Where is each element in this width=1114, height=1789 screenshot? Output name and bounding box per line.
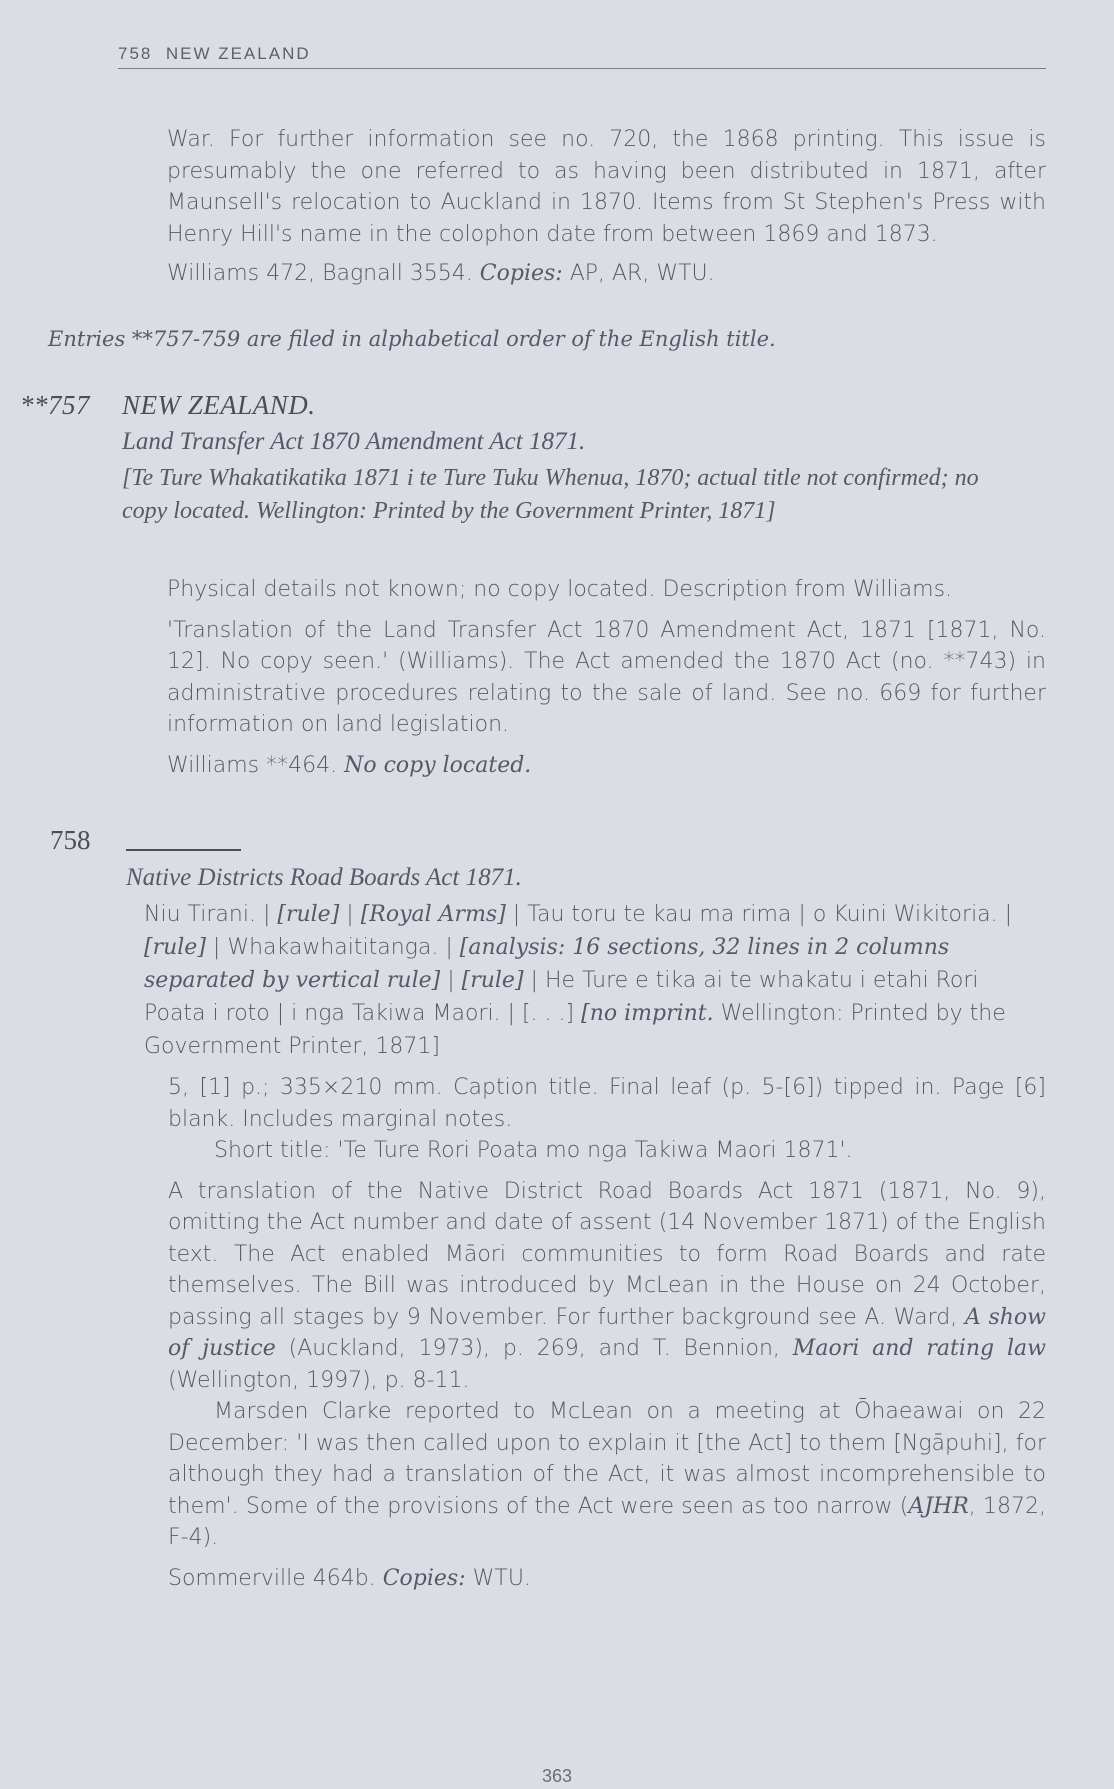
p1-a: A translation of the Native District Road Boards Act 1871 (1871, No. 9), omitting the Act number and date of assent (14 November 1871) of the English text. The Act enabled Māori communities to form Road Boards and rate themselves. The Bill was introduced by McLean in the House on 24 October, passing all stages by 9 November. For further background see A. Ward, xyxy=(168,1178,1046,1330)
tr-12: [. . .] xyxy=(521,1001,575,1026)
entry-757-heading: NEW ZEALAND. xyxy=(122,390,316,420)
tr-7: Whakawhaititanga. xyxy=(227,935,439,960)
p1-book1: A show of justice xyxy=(168,1304,1046,1361)
entry-758-transcription: Niu Tirani. | [rule] | [Royal Arms] | Tau toru te kau ma rima | o Kuini Wikitoria. | [rule] | Whakawhaititanga. | [analysis: 16 sections, 32 lines in 2 columns separated by vertical rule] | [rule] | He Ture e tika ai te whakatu i etahi Rori Poata i roto | i nga Takiwa Maori. | [. . .] [no imprint. Wellington: Printed by the Government Printer, 1871] xyxy=(144,902,1013,1059)
page-folio: 363 xyxy=(541,1766,573,1786)
entry-758-short-title: Short title: 'Te Ture Rori Poata mo nga Takiwa Maori 1871'. xyxy=(214,1138,853,1163)
tr-8: [analysis: 16 sections, 32 lines in 2 columns separated by vertical rule] xyxy=(144,935,950,993)
entry-757-body xyxy=(167,574,1046,781)
entry-758-paragraph-1 xyxy=(168,1176,1046,1397)
entry-757-bracket: [Te Ture Whakatikatika 1871 i te Ture Tuku Whenua, 1870; actual title not confirmed; no copy located. Wellington: Printed by the Government Printer, 1871] xyxy=(122,465,979,524)
header-title: NEW ZEALAND xyxy=(165,44,311,63)
tr-5: o Kuini Wikitoria. xyxy=(812,902,998,927)
entry-758-paragraph-2 xyxy=(168,1396,1046,1554)
entry-757-physical: Physical details not known; no copy located. Description from Williams. xyxy=(167,577,953,602)
header-rule xyxy=(118,68,1046,69)
entry-758-copies-label: Copies: xyxy=(382,1565,466,1591)
prev-entry xyxy=(167,124,1046,290)
prev-entry-references xyxy=(167,258,1046,290)
tr-1: Niu Tirani. xyxy=(144,902,256,927)
entry-758-physical: 5, [1] p.; 335×210 mm. Caption title. Final leaf (p. 5-[6]) tipped in. Page [6] blank. Includes marginal notes. xyxy=(168,1075,1046,1132)
p2-a: Marsden Clarke reported to McLean on a meeting at Ōhaeawai on 22 December: 'I was then called upon to explain it [the Act] to them [Ngāpuhi], for although they had a translation of the Act, it was almost incomprehensible to them'. Some of the provisions of the Act were seen as too narrow ( xyxy=(168,1399,1046,1519)
entry-757-title: Land Transfer Act 1870 Amendment Act 1871. xyxy=(122,428,586,455)
prev-entry-paragraph: War. For further information see no. 720, the 1868 printing. This issue is presumably the one referred to as having been distributed in 1871, after Maunsell's relocation to Auckland in 1870. Items from St Stephen's Press with Henry Hill's name in the colophon date from between 1869 and 1873. xyxy=(167,127,1046,247)
entry-757-number: **757 xyxy=(20,390,90,420)
p2-ref: AJHR xyxy=(908,1493,969,1519)
entry-758-body xyxy=(168,1072,1046,1594)
entry-758-references xyxy=(168,1563,1046,1595)
tr-10: He Ture e tika ai te whakatu i etahi Rori Poata i roto xyxy=(144,968,979,1026)
tr-3: [Royal Arms] xyxy=(360,902,506,927)
entry-757-references xyxy=(167,750,1046,782)
entry-758-copies: WTU. xyxy=(472,1565,531,1591)
tr-4: Tau toru te kau ma rima xyxy=(527,902,792,927)
running-header xyxy=(118,44,311,64)
filing-note: Entries **757-759 are filed in alphabetical order of the English title. xyxy=(48,327,776,351)
tr-9: [rule] xyxy=(461,968,524,993)
header-page-number: 758 xyxy=(118,44,153,63)
tr-2: [rule] xyxy=(277,902,340,927)
prev-copies: AP, AR, WTU. xyxy=(569,261,715,286)
entry-757-status: No copy located. xyxy=(344,752,532,778)
p1-b: (Auckland, 1973), p. 269, and T. Bennion, xyxy=(288,1336,780,1361)
entry-758-number: 758 xyxy=(50,825,91,855)
tr-11: i nga Takiwa Maori. xyxy=(291,1001,501,1026)
tr-6: [rule] xyxy=(144,935,206,960)
entry-757-paragraph: 'Translation of the Land Transfer Act 1870 Amendment Act, 1871 [1871, No. 12]. No copy seen.' (Williams). The Act amended the 1870 Act (no. **743) in administrative procedures relating to the sale of land. See no. 669 for further information on land legislation. xyxy=(167,617,1046,737)
p1-book2: Maori and rating law xyxy=(792,1336,1046,1361)
entry-757-refs: Williams **464. xyxy=(167,752,338,778)
prev-refs: Williams 472, Bagnall 3554. xyxy=(167,261,473,286)
prev-copies-label: Copies: xyxy=(479,261,563,286)
entry-758-dash xyxy=(126,841,241,859)
entry-758-refs: Sommerville 464b. xyxy=(168,1565,376,1591)
tr-14: Wellington: Printed by the Government Printer, 1871] xyxy=(144,1001,1006,1059)
tr-13: [no imprint. xyxy=(581,1001,714,1026)
entry-758-title: Native Districts Road Boards Act 1871. xyxy=(126,864,522,891)
p2-b: , 1872, F-4). xyxy=(168,1493,1046,1550)
p1-c: (Wellington, 1997), p. 8-11. xyxy=(168,1367,470,1393)
